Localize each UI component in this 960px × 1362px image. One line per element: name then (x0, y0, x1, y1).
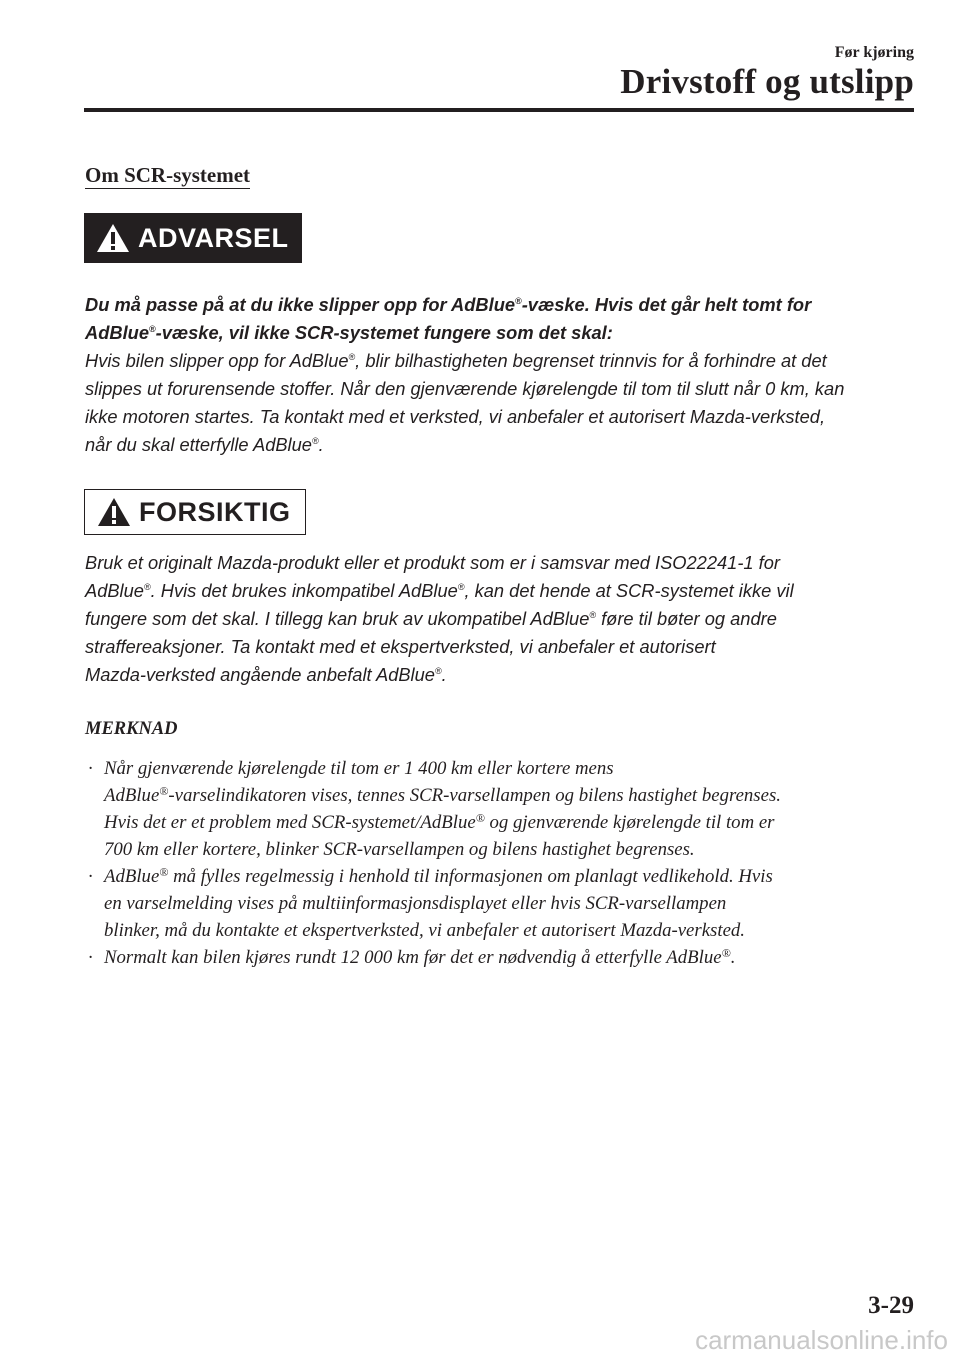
caution-line-4: straffereaksjoner. Ta kontakt med et ekspertverksted, vi anbefaler et autorisert (85, 636, 716, 657)
chapter-title: Før kjøring (834, 44, 914, 61)
warning-line-3: Hvis bilen slipper opp for AdBlue®, blir bilhastigheten begrenset trinnvis for å forhindre at det (85, 350, 827, 371)
warning-line-6: når du skal etterfylle AdBlue®. (85, 434, 324, 455)
list-item (84, 755, 924, 863)
warning-label (84, 213, 302, 263)
bullet: · (88, 947, 93, 968)
caution-text (85, 549, 915, 689)
header-rule (84, 108, 914, 112)
warning-text (85, 291, 915, 459)
caution-line-3: fungere som det skal. I tillegg kan bruk av ukompatibel AdBlue® føre til bøter og andre (85, 608, 777, 629)
list-item (84, 944, 924, 971)
note-2-line-3: blinker, må du kontakte et ekspertverksted, vi anbefaler et autorisert Mazda-verksted. (104, 920, 745, 941)
page-number: 3-29 (868, 1292, 914, 1319)
warning-triangle-icon (96, 223, 130, 253)
bullet: · (88, 866, 93, 887)
note-title: MERKNAD (85, 719, 178, 739)
bullet: · (88, 758, 93, 779)
warning-triangle-icon (97, 497, 131, 527)
note-3-line-1: Normalt kan bilen kjøres rundt 12 000 km før det er nødvendig å etterfylle AdBlue®. (104, 946, 736, 968)
list-item (84, 863, 924, 944)
note-2-line-2: en varselmelding vises på multiinformasjonsdisplayet eller hvis SCR-varsellampen (104, 893, 727, 914)
warning-label-text: ADVARSEL (138, 222, 289, 253)
note-list (84, 755, 924, 971)
caution-line-2: AdBlue®. Hvis det brukes inkompatibel AdBlue®, kan det hende at SCR-systemet ikke vil (85, 580, 794, 601)
warning-bold-line-2: AdBlue®-væske, vil ikke SCR-systemet fungere som det skal: (85, 322, 613, 343)
subsection-heading: Om SCR-systemet (85, 163, 251, 187)
section-title: Drivstoff og utslipp (620, 62, 914, 101)
note-1-line-4: 700 km eller kortere, blinker SCR-varsellampen og bilens hastighet begrenses. (104, 839, 695, 860)
warning-line-4: slippes ut forurensende stoffer. Når den gjenværende kjørelengde til tom til slutt når 0 km, kan (85, 378, 845, 399)
warning-line-5: ikke motoren startes. Ta kontakt med et verksted, vi anbefaler et autorisert Mazda-verksted, (85, 406, 826, 427)
watermark: carmanualsonline.info (695, 1325, 948, 1355)
note-1-line-2: AdBlue®-varselindikatoren vises, tennes SCR-varsellampen og bilens hastighet begrenses. (104, 784, 781, 806)
note-2-line-1: AdBlue® må fylles regelmessig i henhold til informasjonen om planlagt vedlikehold. Hvis (104, 865, 773, 887)
note-1-line-1: Når gjenværende kjørelengde til tom er 1 400 km eller kortere mens (104, 758, 614, 779)
caution-label-text: FORSIKTIG (139, 496, 291, 527)
caution-label (84, 489, 306, 535)
caution-line-5: Mazda-verksted angående anbefalt AdBlue®. (85, 664, 447, 685)
note-1-line-3: Hvis det er et problem med SCR-systemet/AdBlue® og gjenværende kjørelengde til tom er (104, 811, 775, 833)
caution-line-1: Bruk et originalt Mazda-produkt eller et produkt som er i samsvar med ISO22241-1 for (85, 552, 780, 573)
warning-bold-line-1: Du må passe på at du ikke slipper opp for AdBlue®-væske. Hvis det går helt tomt for (85, 294, 812, 315)
